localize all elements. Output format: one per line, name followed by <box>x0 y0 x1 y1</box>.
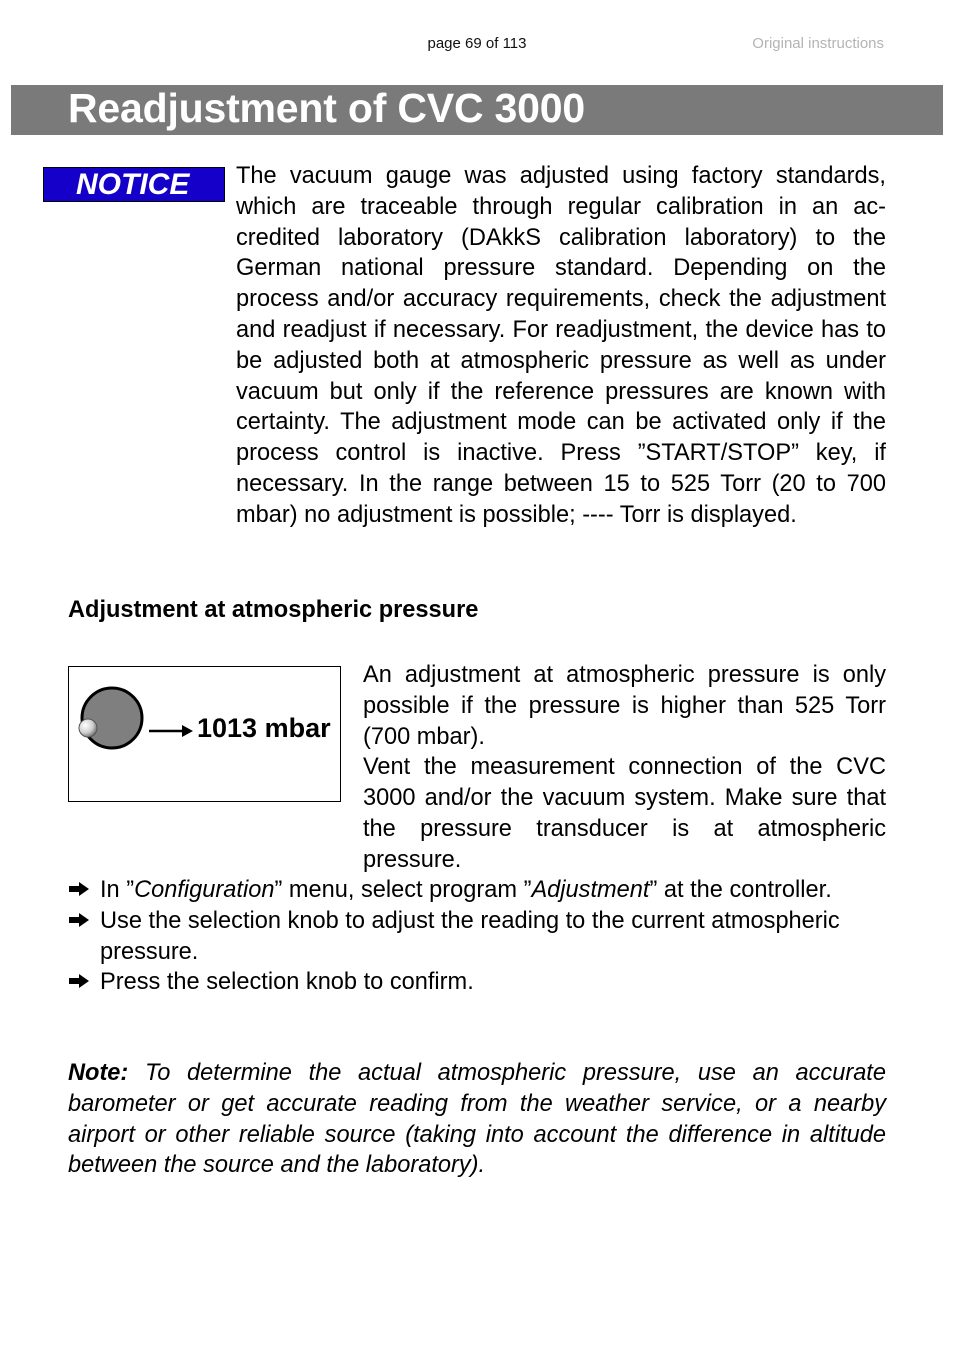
note-label: Note: <box>68 1060 129 1086</box>
instruction-steps <box>68 875 886 998</box>
step-text: Use the selection knob to adjust the reading to the current atmospheric pressure. <box>100 907 840 965</box>
right-arrow-icon <box>68 912 90 928</box>
section-subheading: Adjustment at atmospheric pressure <box>68 597 479 623</box>
note-text: To determine the actual atmospheric pressure, use an accurate barometer or get accurate reading from the weather service, or a nearby airport or other reliable source (taking into account the difference in altitude between the source and the laboratory). <box>68 1060 886 1179</box>
list-item <box>68 906 886 968</box>
page-title: Readjustment of CVC 3000 <box>68 85 585 131</box>
section-title-bar <box>11 85 943 135</box>
notice-text: The vacuum gauge was adjusted using factory standards, which are traceable through regular calibration in an accredited laboratory (DAkkS calibration laboratory) to the German national pressure standard. Depending on the process and/or accuracy requirements, check the adjustment and readjust if necessary. For readjustment, the device has to be adjusted both at atmospheric pressure as well as under vacuum but only if the reference pressures are known with certainty. The adjustment mode can be activated only if the process control is inactive. Press ”START/STOP” key, if necessary. In the range between 15 to 525 Torr (20 to 700 mbar) no adjustment is possible; ---- Torr is displayed. <box>236 163 886 528</box>
right-arrow-icon <box>68 973 90 989</box>
note-paragraph <box>68 1058 886 1181</box>
notice-badge: NOTICE <box>43 167 225 202</box>
atmospheric-description <box>363 660 886 876</box>
page-number: page 69 of 113 <box>427 35 527 52</box>
list-item <box>68 967 886 998</box>
step-text-mid: ” menu, select program ” <box>274 877 532 903</box>
knob-diagram <box>68 666 341 802</box>
step-text: Press the selection knob to confirm. <box>100 969 474 996</box>
doc-type-label: Original instructions <box>752 35 884 52</box>
right-arrow-icon <box>68 881 90 897</box>
pressure-reading-label: 1013 mbar <box>197 713 331 743</box>
step-text-post: ” at the controller. <box>649 877 832 903</box>
atmospheric-paragraph-1: An adjustment at atmospheric pressure is only possible if the pressure is higher than 525 Torr (700 mbar). <box>363 662 886 750</box>
step-text-pre: In ” <box>100 877 135 903</box>
atmospheric-paragraph-2: Vent the measurement connection of the CVC 3000 and/or the vacuum system. Make sure that the pressure transducer is at atmospheric pressure. <box>363 754 886 873</box>
menu-name: Configuration <box>134 877 275 903</box>
program-name: Adjustment <box>531 877 650 903</box>
list-item <box>68 875 886 906</box>
